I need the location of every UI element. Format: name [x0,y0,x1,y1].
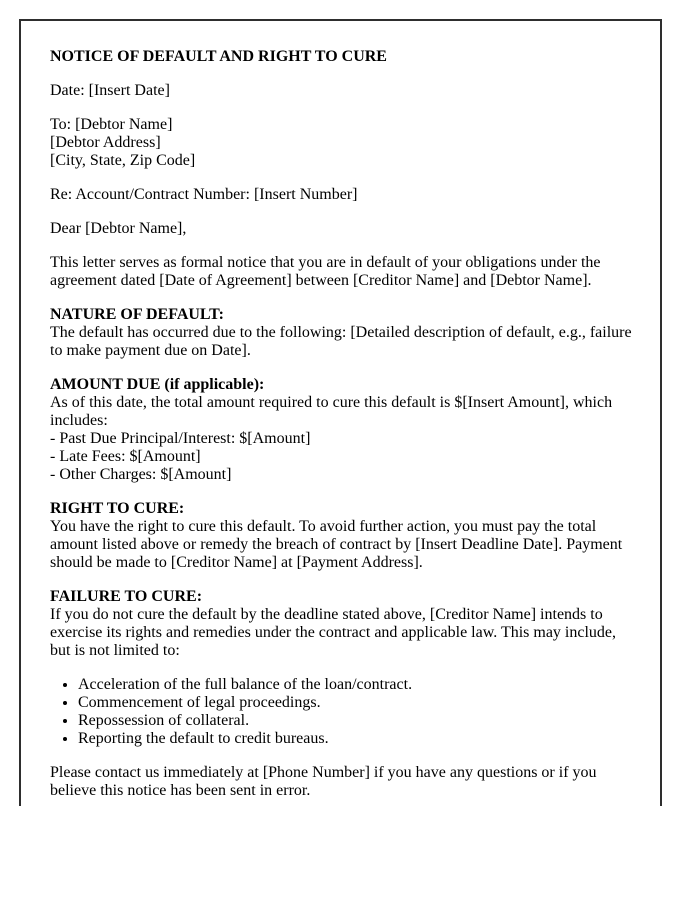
amount-due-item-late-fees: - Late Fees: $[Amount] [50,448,201,465]
recipient-name: To: [Debtor Name] [50,116,173,133]
recipient-address: [Debtor Address] [50,134,161,151]
nature-of-default-heading: NATURE OF DEFAULT: [50,306,224,323]
letter-page [19,19,662,806]
reference-line: Re: Account/Contract Number: [Insert Number] [50,186,358,203]
list-item-legal-proceedings: • Commencement of legal proceedings. [78,694,636,712]
letter-title: NOTICE OF DEFAULT AND RIGHT TO CURE [50,48,387,65]
list-item-repossession: • Repossession of collateral. [78,712,636,730]
right-to-cure-heading: RIGHT TO CURE: [50,500,185,517]
opening-paragraph: This letter serves as formal notice that you are in default of your obligations under the agreement dated [Date of Agreement] between [Creditor Name] and [Debtor Name]. [50,254,601,289]
amount-due-item-principal-interest: - Past Due Principal/Interest: $[Amount] [50,430,311,447]
nature-of-default-body: The default has occurred due to the following: [Detailed description of default, e.g., failure to make payment due on Date]. [50,324,632,359]
consequences-list [50,676,636,748]
salutation: Dear [Debtor Name], [50,220,187,237]
section-amount-due [50,376,636,484]
section-right-to-cure [50,500,636,572]
recipient-city-state-zip: [City, State, Zip Code] [50,152,196,169]
list-item-acceleration: • Acceleration of the full balance of the loan/contract. [78,676,636,694]
closing-paragraph: Please contact us immediately at [Phone Number] if you have any questions or if you believe this notice has been sent in error. [50,764,597,799]
date-line: Date: [Insert Date] [50,82,170,99]
right-to-cure-body: You have the right to cure this default. To avoid further action, you must pay the total amount listed above or remedy the breach of contract by [Insert Deadline Date]. Payment should be made to [Creditor Name] at [Payment Address]. [50,518,623,571]
amount-due-intro: As of this date, the total amount required to cure this default is $[Insert Amount], which includes: [50,394,613,429]
section-failure-to-cure [50,588,636,660]
amount-due-heading: AMOUNT DUE (if applicable): [50,376,265,393]
amount-due-item-other-charges: - Other Charges: $[Amount] [50,466,232,483]
failure-to-cure-heading: FAILURE TO CURE: [50,588,203,605]
failure-to-cure-body: If you do not cure the default by the deadline stated above, [Creditor Name] intends to exercise its rights and remedies under the contract and applicable law. This may include, but is not limited to: [50,606,617,659]
section-nature-of-default [50,306,636,360]
list-item-credit-bureaus: • Reporting the default to credit bureaus. [78,730,636,748]
recipient-block [50,116,636,170]
